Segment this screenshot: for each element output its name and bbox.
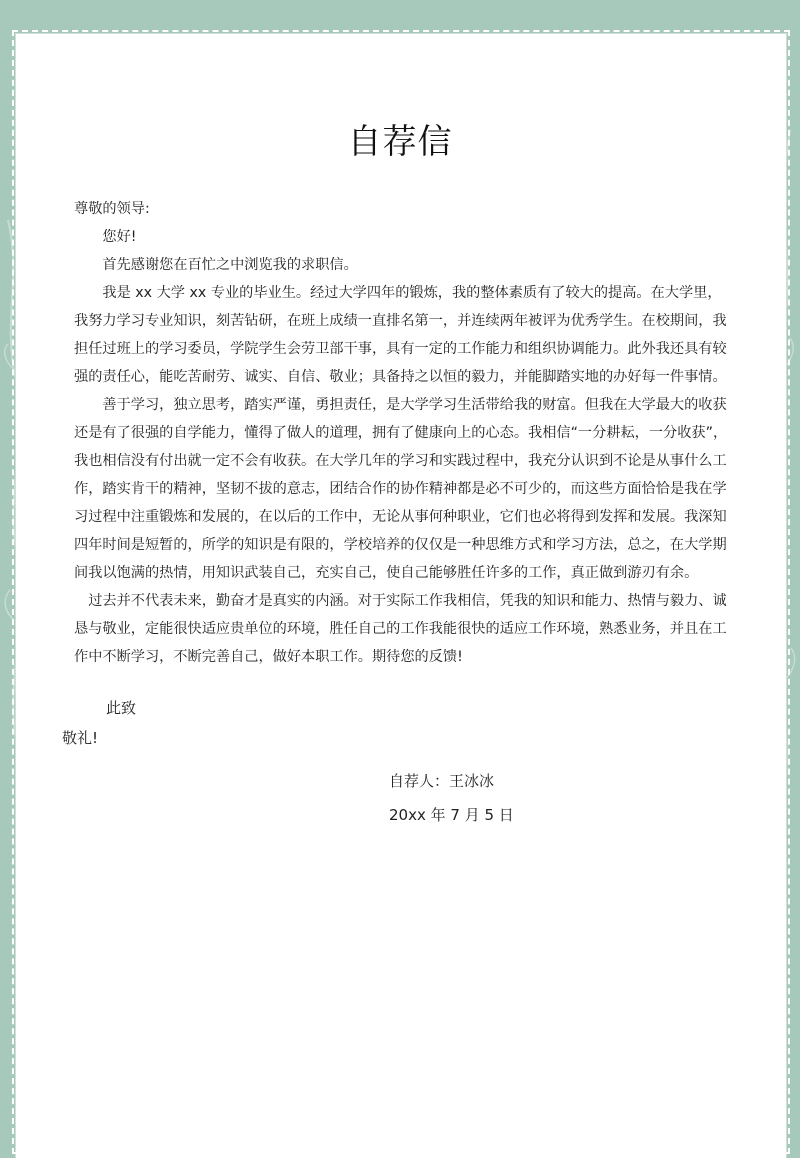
letter-body bbox=[74, 195, 734, 671]
closing-line-2: 敬礼! bbox=[62, 729, 99, 747]
letter-date: 20xx 年 7 月 5 日 bbox=[389, 806, 514, 824]
paragraph-4: 过去并不代表未来，勤奋才是真实的内涵。对于实际工作我相信，凭我的知识和能力、热情与毅力、诚恳与敬业，定能很快适应贵单位的环境，胜任自己的工作我能很快的适应工作环境，熟悉业务，并且在工作中不断学习，不断完善自己，做好本职工作。期待您的反馈! bbox=[74, 593, 727, 665]
closing-line-1: 此致 bbox=[106, 699, 137, 717]
paragraph-1: 首先感谢您在百忙之中浏览我的求职信。 bbox=[102, 257, 358, 273]
page-title: 自荐信 bbox=[347, 122, 453, 162]
paragraph-2: 我是 xx 大学 xx 专业的毕业生。经过大学四年的锻炼，我的整体素质有了较大的提高。在大学里，我努力学习专业知识，刻苦钻研，在班上成绩一直排名第一，并连续两年被评为优秀学生。在校期间，我担任过班上的学习委员，学院学生会劳卫部干事，具有一定的工作能力和组织协调能力。此外我还具有较强的责任心，能吃苦耐劳、诚实、自信、敬业；具备持之以恒的毅力，并能脚踏实地的办好每一件事情。 bbox=[74, 285, 727, 385]
closing-block bbox=[62, 693, 137, 753]
salutation: 尊敬的领导: bbox=[74, 201, 150, 217]
signer-name: 自荐人：王冰冰 bbox=[389, 772, 495, 790]
greeting: 您好! bbox=[102, 229, 137, 245]
signature-block bbox=[389, 764, 514, 832]
paragraph-3: 善于学习，独立思考，踏实严谨，勇担责任，是大学学习生活带给我的财富。但我在大学最大的收获还是有了很强的自学能力，懂得了做人的道理，拥有了健康向上的心态。我相信“一分耕耘，一分收获”，我也相信没有付出就一定不会有收获。在大学几年的学习和实践过程中，我充分认识到不论是从事什么工作，踏实肯干的精神，坚韧不拔的意志，团结合作的协作精神都是必不可少的，而这些方面恰恰是我在学习过程中注重锻炼和发展的，在以后的工作中，无论从事何种职业，它们也必将得到发挥和发展。我深知四年时间是短暂的，所学的知识是有限的，学校培养的仅仅是一种思维方式和学习方法，总之，在大学期间我以饱满的热情，用知识武装自己，充实自己，使自己能够胜任许多的工作，真正做到游刃有余。 bbox=[74, 397, 728, 581]
